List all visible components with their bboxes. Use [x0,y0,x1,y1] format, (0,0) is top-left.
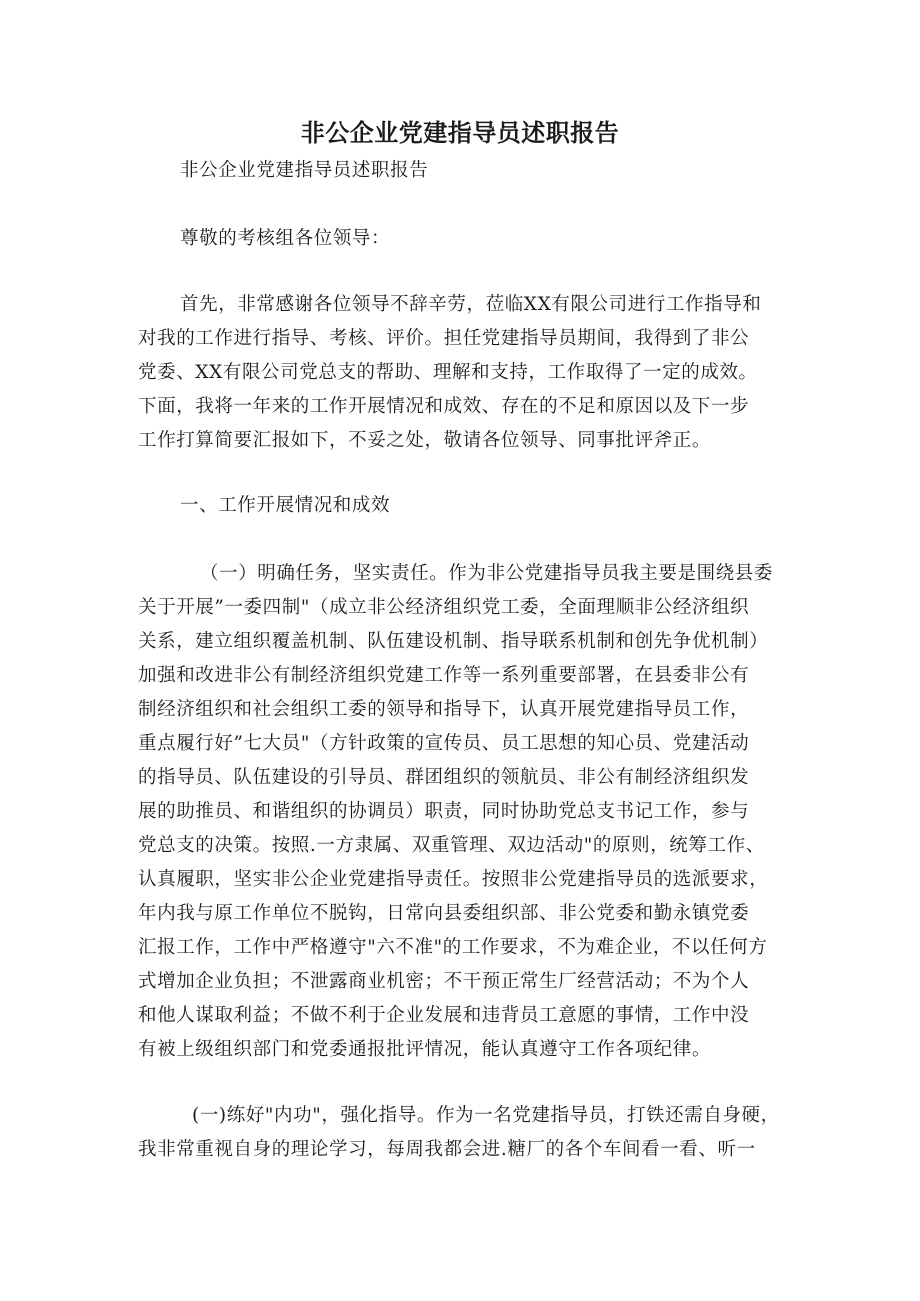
text-line: 重点履行好”七大员"（方针政策的宣传员、员工思想的知心员、党建活动 [138,733,750,754]
text-line: 党总支的决策。按照.一方隶属、双重管理、双边活动"的原则，统筹工作、 [138,835,765,856]
text-line: 关系，建立组织覆盖机制、队伍建设机制、指导联系机制和创先争优机制） [138,631,769,652]
text-line: 汇报工作，工作中严格遵守"六不准"的工作要求，不为难企业，不以任何方 [138,937,768,958]
text-line: 对我的工作进行指导、考核、评价。担任党建指导员期间，我得到了非公 [138,328,750,349]
section-heading: 一、工作开展情况和成效 [180,495,391,516]
text-line: 关于开展”一委四制"（成立非公经济组织党工委，全面理顺非公经济组织 [138,597,750,618]
text-line: 我非常重视自身的理论学习，每周我都会进.糖厂的各个车间看一看、听一 [138,1139,756,1160]
text-line: 工作打算简要汇报如下，不妥之处，敬请各位领导、同事批评斧正。 [138,430,712,451]
document-title: 非公企业党建指导员述职报告 [300,119,620,147]
text-line: 式增加企业负担；不泄露商业机密；不干预正常生厂经营活动；不为个人 [138,971,750,992]
text-line: 展的助推员、和谐组织的协调员）职责，同时协助党总支书记工作，参与 [138,801,750,822]
document-subtitle: 非公企业党建指导员述职报告 [180,160,429,181]
text-line: 加强和改进非公有制经济组织党建工作等一系列重要部署，在县委非公有 [138,665,750,686]
text-line: 和他人谋取利益；不做不利于企业发展和违背员工意愿的事情，工作中没 [138,1005,750,1026]
text-line: 党委、XX有限公司党总支的帮助、理解和支持，工作取得了一定的成效。 [138,362,758,383]
text-line: 制经济组织和社会组织工委的领导和指导下，认真开展党建指导员工作， [138,699,750,720]
text-line: 年内我与原工作单位不脱钩，日常向县委组织部、非公党委和勤永镇党委 [138,903,750,924]
text-line: 有被上级组织部门和党委通报批评情况，能认真遵守工作各项纪律。 [138,1039,712,1060]
text-line: 的指导员、队伍建设的引导员、群团组织的领航员、非公有制经济组织发 [138,767,750,788]
text-line: 首先，非常感谢各位领导不辞辛劳，莅临XX有限公司进行工作指导和 [180,294,762,315]
text-line: （一）明确任务，坚实责任。作为非公党建指导员我主要是围绕县委 [200,563,774,584]
text-line: 下面，我将一年来的工作开展情况和成效、存在的不足和原因以及下一步 [138,396,750,417]
text-line: 认真履职，坚实非公企业党建指导责任。按照非公党建指导员的选派要求， [138,869,769,890]
text-line: (一)练好"内功"，强化指导。作为一名党建指导员，打铁还需自身硬， [192,1105,780,1126]
salutation: 尊敬的考核组各位领导： [180,228,391,249]
